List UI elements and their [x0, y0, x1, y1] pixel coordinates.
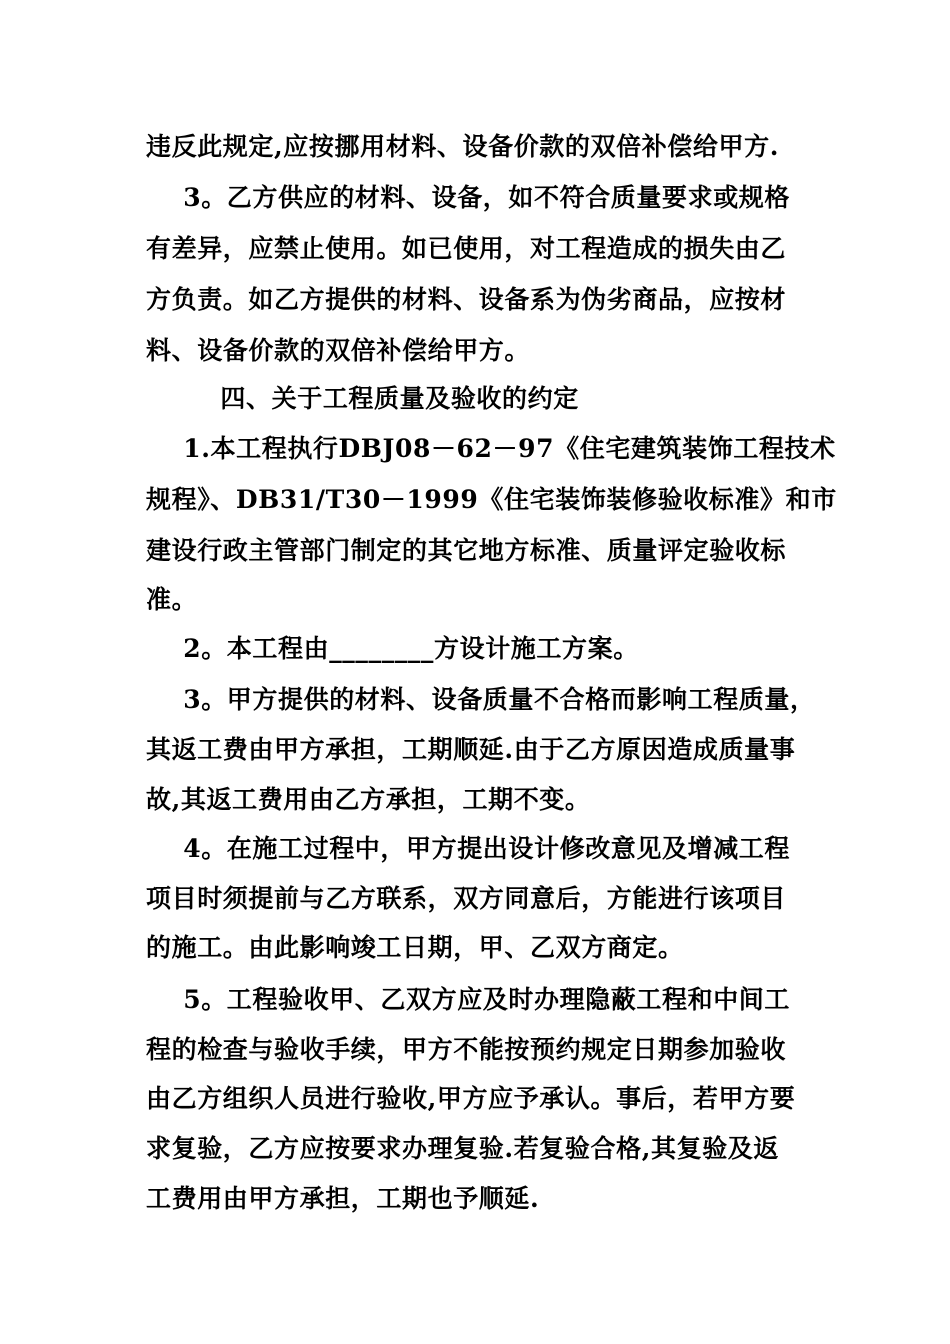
text-line: 4。在施工过程中，甲方提出设计修改意见及增减工程 [146, 834, 791, 863]
text-line: 3。乙方供应的材料、设备，如不符合质量要求或规格 [146, 183, 791, 212]
text-line: 规程》、DB31/T30－1999《住宅装饰装修验收标准》和市 [146, 485, 837, 514]
text-line: 2。本工程由________方设计施工方案。 [146, 634, 639, 663]
text-line: 方负责。如乙方提供的材料、设备系为伪劣商品，应按材 [146, 285, 787, 314]
text-line: 料、设备价款的双倍补偿给甲方。 [146, 336, 531, 365]
text-line: 1.本工程执行DBJ08－62－97《住宅建筑装饰工程技术 [146, 434, 836, 463]
text-line: 项目时须提前与乙方联系，双方同意后，方能进行该项目 [146, 884, 787, 913]
section-heading: 四、关于工程质量及验收的约定 [146, 384, 579, 413]
text-line: 故,其返工费用由乙方承担，工期不变。 [146, 785, 591, 814]
text-line: 5。工程验收甲、乙双方应及时办理隐蔽工程和中间工 [146, 985, 791, 1014]
text-line: 其返工费由甲方承担，工期顺延.由于乙方原因造成质量事 [146, 735, 796, 764]
text-line: 3。甲方提供的材料、设备质量不合格而影响工程质量， [146, 685, 816, 714]
text-line: 程的检查与验收手续，甲方不能按预约规定日期参加验收 [146, 1035, 787, 1064]
text-line: 有差异，应禁止使用。如已使用，对工程造成的损失由乙 [146, 234, 787, 263]
text-line: 求复验，乙方应按要求办理复验.若复验合格,其复验及返 [146, 1134, 780, 1163]
text-line: 由乙方组织人员进行验收,甲方应予承认。事后，若甲方要 [146, 1084, 796, 1113]
text-line: 的施工。由此影响竣工日期，甲、乙双方商定。 [146, 933, 684, 962]
text-line: 工费用由甲方承担，工期也予顺延. [146, 1184, 540, 1213]
text-line: 建设行政主管部门制定的其它地方标准、质量评定验收标 [146, 536, 787, 565]
text-line: 准。 [146, 585, 198, 614]
text-line: 违反此规定,应按挪用材料、设备价款的双倍补偿给甲方. [146, 132, 780, 161]
